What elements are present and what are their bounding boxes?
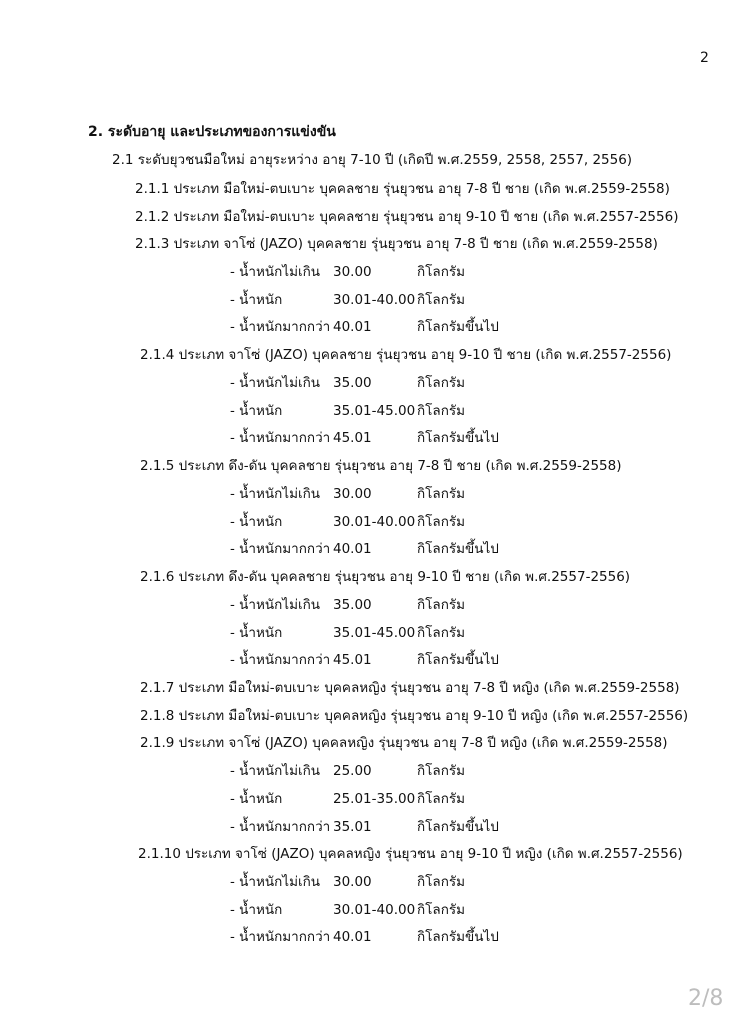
page-indicator: 2/8	[688, 986, 724, 1011]
category-item-text: 2.1.2 ประเภท มือใหม่-ตบเบาะ บุคคลชาย รุ่นยุวชน อายุ 9-10 ปี ชาย (เกิด พ.ศ.2557-2556)	[135, 208, 679, 225]
weight-class-value: 30.01-40.00	[333, 901, 416, 918]
weight-class-unit: กิโลกรัมขึ้นไป	[417, 818, 499, 835]
weight-class-unit: กิโลกรัม	[417, 291, 466, 308]
category-item	[0, 841, 746, 869]
category-item-text: 2.1.7 ประเภท มือใหม่-ตบเบาะ บุคคลหญิง รุ่นยุวชน อายุ 7-8 ปี หญิง (เกิด พ.ศ.2559-2558)	[140, 680, 680, 697]
weight-class-label: - น้ำหนักมากกว่า	[230, 929, 331, 946]
category-item	[0, 564, 746, 592]
weight-class-value: 40.01	[333, 319, 372, 336]
category-item	[0, 730, 746, 758]
weight-class-row	[0, 314, 746, 342]
weight-class-row	[0, 814, 746, 842]
weight-class-label: - น้ำหนัก	[230, 790, 283, 807]
weight-class-value: 35.01	[333, 818, 372, 835]
weight-class-unit: กิโลกรัม	[417, 901, 466, 918]
weight-class-unit: กิโลกรัมขึ้นไป	[417, 319, 499, 336]
weight-class-row	[0, 287, 746, 315]
weight-class-label: - น้ำหนักไม่เกิน	[230, 374, 320, 391]
weight-class-unit: กิโลกรัม	[417, 762, 466, 779]
weight-class-value: 30.00	[333, 485, 372, 502]
weight-class-row	[0, 536, 746, 564]
category-item-text: 2.1.6 ประเภท ดึง-ดัน บุคคลชาย รุ่นยุวชน อายุ 9-10 ปี ชาย (เกิด พ.ศ.2557-2556)	[140, 569, 631, 586]
weight-class-unit: กิโลกรัม	[417, 873, 466, 890]
weight-class-unit: กิโลกรัมขึ้นไป	[417, 430, 499, 447]
weight-class-value: 25.01-35.00	[333, 790, 416, 807]
category-item-text: 2.1.4 ประเภท จาโซ่ (JAZO) บุคคลชาย รุ่นยุวชน อายุ 9-10 ปี ชาย (เกิด พ.ศ.2557-2556)	[140, 347, 672, 364]
weight-class-unit: กิโลกรัมขึ้นไป	[417, 652, 499, 669]
weight-class-value: 30.01-40.00	[333, 291, 416, 308]
weight-class-label: - น้ำหนักไม่เกิน	[230, 762, 320, 779]
weight-class-label: - น้ำหนักมากกว่า	[230, 541, 331, 558]
weight-class-row	[0, 370, 746, 398]
weight-class-unit: กิโลกรัม	[417, 596, 466, 613]
weight-class-value: 40.01	[333, 929, 372, 946]
category-item	[0, 675, 746, 703]
weight-class-unit: กิโลกรัม	[417, 624, 466, 641]
weight-class-row	[0, 924, 746, 952]
category-list	[0, 176, 746, 952]
weight-class-unit: กิโลกรัม	[417, 402, 466, 419]
weight-class-value: 30.00	[333, 263, 372, 280]
weight-class-label: - น้ำหนักไม่เกิน	[230, 596, 320, 613]
weight-class-row	[0, 869, 746, 897]
weight-class-label: - น้ำหนักมากกว่า	[230, 430, 331, 447]
weight-class-unit: กิโลกรัม	[417, 790, 466, 807]
weight-class-label: - น้ำหนักมากกว่า	[230, 319, 331, 336]
weight-class-row	[0, 592, 746, 620]
weight-class-label: - น้ำหนัก	[230, 402, 283, 419]
sub-heading: 2.1 ระดับยุวชนมือใหม่ อายุระหว่าง อายุ 7-10 ปี (เกิดปี พ.ศ.2559, 2558, 2557, 2556)	[112, 152, 633, 168]
weight-class-value: 30.00	[333, 873, 372, 890]
category-item-text: 2.1.10 ประเภท จาโซ่ (JAZO) บุคคลหญิง รุ่นยุวชน อายุ 9-10 ปี หญิง (เกิด พ.ศ.2557-2556)	[138, 846, 683, 863]
weight-class-unit: กิโลกรัมขึ้นไป	[417, 541, 499, 558]
weight-class-label: - น้ำหนักไม่เกิน	[230, 485, 320, 502]
weight-class-label: - น้ำหนัก	[230, 624, 283, 641]
category-item	[0, 453, 746, 481]
weight-class-label: - น้ำหนัก	[230, 513, 283, 530]
weight-class-value: 35.00	[333, 374, 372, 391]
weight-class-label: - น้ำหนักไม่เกิน	[230, 873, 320, 890]
weight-class-row	[0, 897, 746, 925]
weight-class-unit: กิโลกรัม	[417, 263, 466, 280]
category-item	[0, 231, 746, 259]
weight-class-unit: กิโลกรัมขึ้นไป	[417, 929, 499, 946]
weight-class-value: 45.01	[333, 652, 372, 669]
category-item-text: 2.1.9 ประเภท จาโซ่ (JAZO) บุคคลหญิง รุ่นยุวชน อายุ 7-8 ปี หญิง (เกิด พ.ศ.2559-2558)	[140, 735, 668, 752]
category-item-text: 2.1.8 ประเภท มือใหม่-ตบเบาะ บุคคลหญิง รุ่นยุวชน อายุ 9-10 ปี หญิง (เกิด พ.ศ.2557-2556)	[140, 707, 689, 724]
weight-class-unit: กิโลกรัม	[417, 374, 466, 391]
weight-class-value: 25.00	[333, 762, 372, 779]
category-item	[0, 342, 746, 370]
weight-class-row	[0, 509, 746, 537]
weight-class-row	[0, 758, 746, 786]
weight-class-unit: กิโลกรัม	[417, 513, 466, 530]
category-item-text: 2.1.3 ประเภท จาโซ่ (JAZO) บุคคลชาย รุ่นยุวชน อายุ 7-8 ปี ชาย (เกิด พ.ศ.2559-2558)	[135, 236, 658, 253]
category-item	[0, 176, 746, 204]
weight-class-row	[0, 620, 746, 648]
weight-class-label: - น้ำหนักมากกว่า	[230, 818, 331, 835]
category-item-text: 2.1.1 ประเภท มือใหม่-ตบเบาะ บุคคลชาย รุ่นยุวชน อายุ 7-8 ปี ชาย (เกิด พ.ศ.2559-2558)	[135, 181, 670, 197]
weight-class-value: 30.01-40.00	[333, 513, 416, 530]
weight-class-row	[0, 647, 746, 675]
weight-class-row	[0, 786, 746, 814]
category-item-text: 2.1.5 ประเภท ดึง-ดัน บุคคลชาย รุ่นยุวชน อายุ 7-8 ปี ชาย (เกิด พ.ศ.2559-2558)	[140, 458, 622, 475]
weight-class-row	[0, 259, 746, 287]
weight-class-label: - น้ำหนัก	[230, 901, 283, 918]
weight-class-value: 35.01-45.00	[333, 624, 416, 641]
weight-class-label: - น้ำหนักมากกว่า	[230, 652, 331, 669]
weight-class-label: - น้ำหนักไม่เกิน	[230, 263, 320, 280]
category-item	[0, 204, 746, 232]
weight-class-value: 40.01	[333, 541, 372, 558]
category-item	[0, 703, 746, 731]
weight-class-value: 35.01-45.00	[333, 402, 416, 419]
section-heading: 2. ระดับอายุ และประเภทของการแข่งขัน	[88, 124, 336, 140]
weight-class-row	[0, 425, 746, 453]
weight-class-value: 45.01	[333, 430, 372, 447]
weight-class-unit: กิโลกรัม	[417, 485, 466, 502]
weight-class-label: - น้ำหนัก	[230, 291, 283, 308]
page-number: 2	[700, 50, 709, 66]
weight-class-row	[0, 398, 746, 426]
weight-class-row	[0, 481, 746, 509]
weight-class-value: 35.00	[333, 596, 372, 613]
